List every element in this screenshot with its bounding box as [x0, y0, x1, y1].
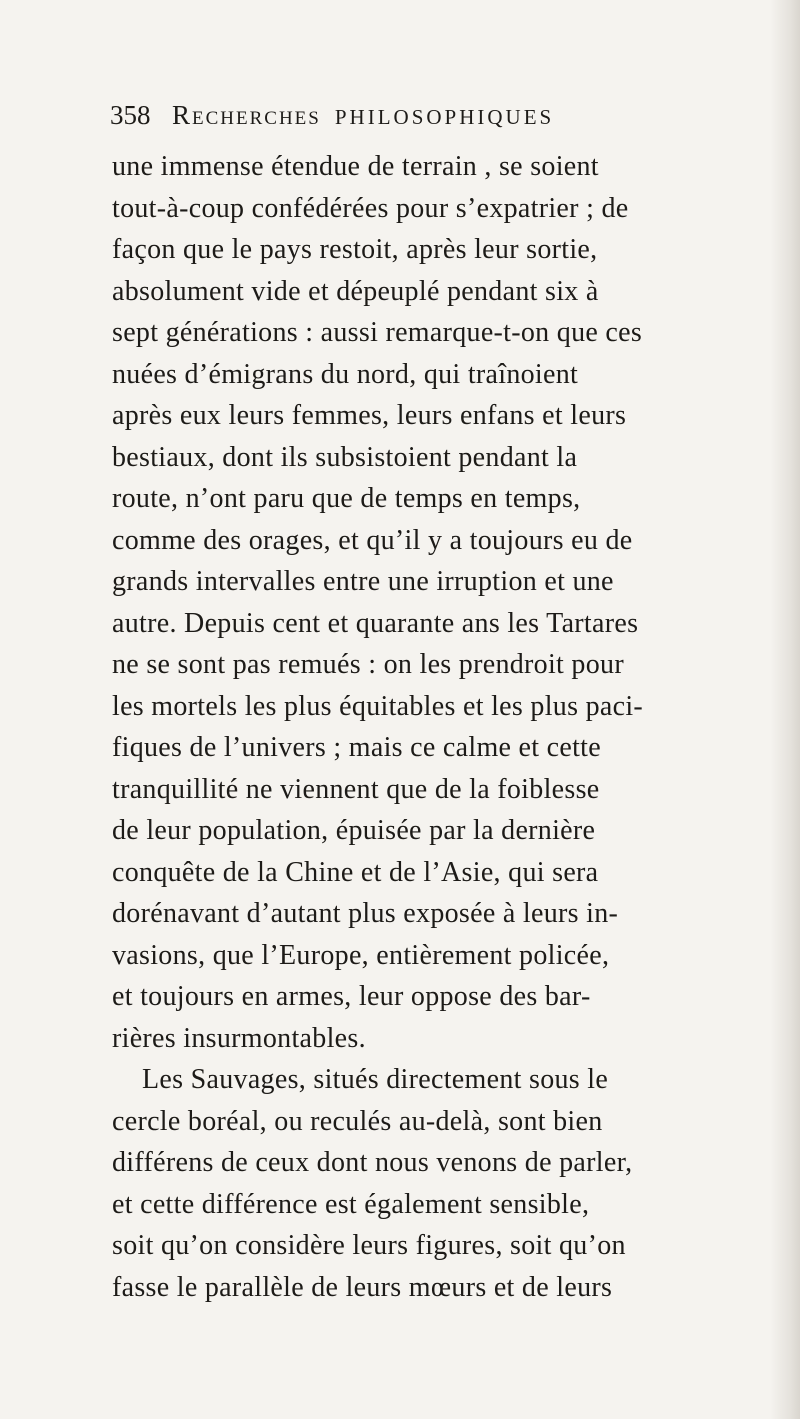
text-line: après eux leurs femmes, leurs enfans et leurs — [112, 400, 627, 431]
text-line: cercle boréal, ou reculés au-delà, sont bien — [112, 1105, 603, 1137]
text-line: nuées d’émigrans du nord, qui traînoient — [112, 358, 579, 390]
text-line: grands intervalles entre une irruption et une — [112, 566, 614, 597]
text-line: tranquillité ne viennent que de la foiblesse — [112, 773, 600, 805]
text-line: façon que le pays restoit, après leur sortie, — [112, 234, 598, 265]
text-line: et toujours en armes, leur oppose des bar- — [112, 981, 591, 1012]
text-line: sept générations : aussi remarque-t-on que ces — [112, 317, 643, 348]
body-text — [112, 146, 792, 1308]
running-title-word-2: PHILOSOPHIQUES — [334, 105, 555, 129]
running-title — [172, 100, 554, 131]
text-line: de leur population, épuisée par la dernière — [112, 815, 596, 846]
text-line: fasse le parallèle de leurs mœurs et de leurs — [112, 1271, 613, 1303]
text-line: dorénavant d’autant plus exposée à leurs in- — [112, 898, 619, 929]
page-header — [110, 100, 710, 140]
page-number: 358 — [110, 100, 151, 130]
text-line: conquête de la Chine et de l’Asie, qui sera — [112, 856, 599, 888]
text-line: comme des orages, et qu’il y a toujours eu de — [112, 524, 633, 556]
text-line: route, n’ont paru que de temps en temps, — [112, 483, 581, 514]
text-line: les mortels les plus équitables et les plus paci- — [112, 690, 644, 722]
running-title-word-1: Recherches — [172, 100, 321, 130]
paragraph-first-line: Les Sauvages, situés directement sous le — [142, 1064, 609, 1095]
text-line: différens de ceux dont nous venons de parler, — [112, 1147, 633, 1178]
text-line: bestiaux, dont ils subsistoient pendant la — [112, 441, 578, 473]
text-line: tout-à-coup confédérées pour s’expatrier ; de — [112, 192, 629, 224]
text-line: rières insurmontables. — [112, 1022, 366, 1054]
text-line: absolument vide et dépeuplé pendant six à — [112, 275, 599, 307]
text-line: ne se sont pas remués : on les prendroit pour — [112, 649, 624, 680]
text-line: soit qu’on considère leurs figures, soit qu’on — [112, 1230, 626, 1261]
text-line: autre. Depuis cent et quarante ans les Tartares — [112, 607, 639, 639]
text-line: fiques de l’univers ; mais ce calme et cette — [112, 732, 601, 763]
text-line: vasions, que l’Europe, entièrement policée, — [112, 939, 610, 971]
text-line: et cette différence est également sensible, — [112, 1188, 590, 1220]
text-line: une immense étendue de terrain , se soient — [112, 151, 599, 182]
